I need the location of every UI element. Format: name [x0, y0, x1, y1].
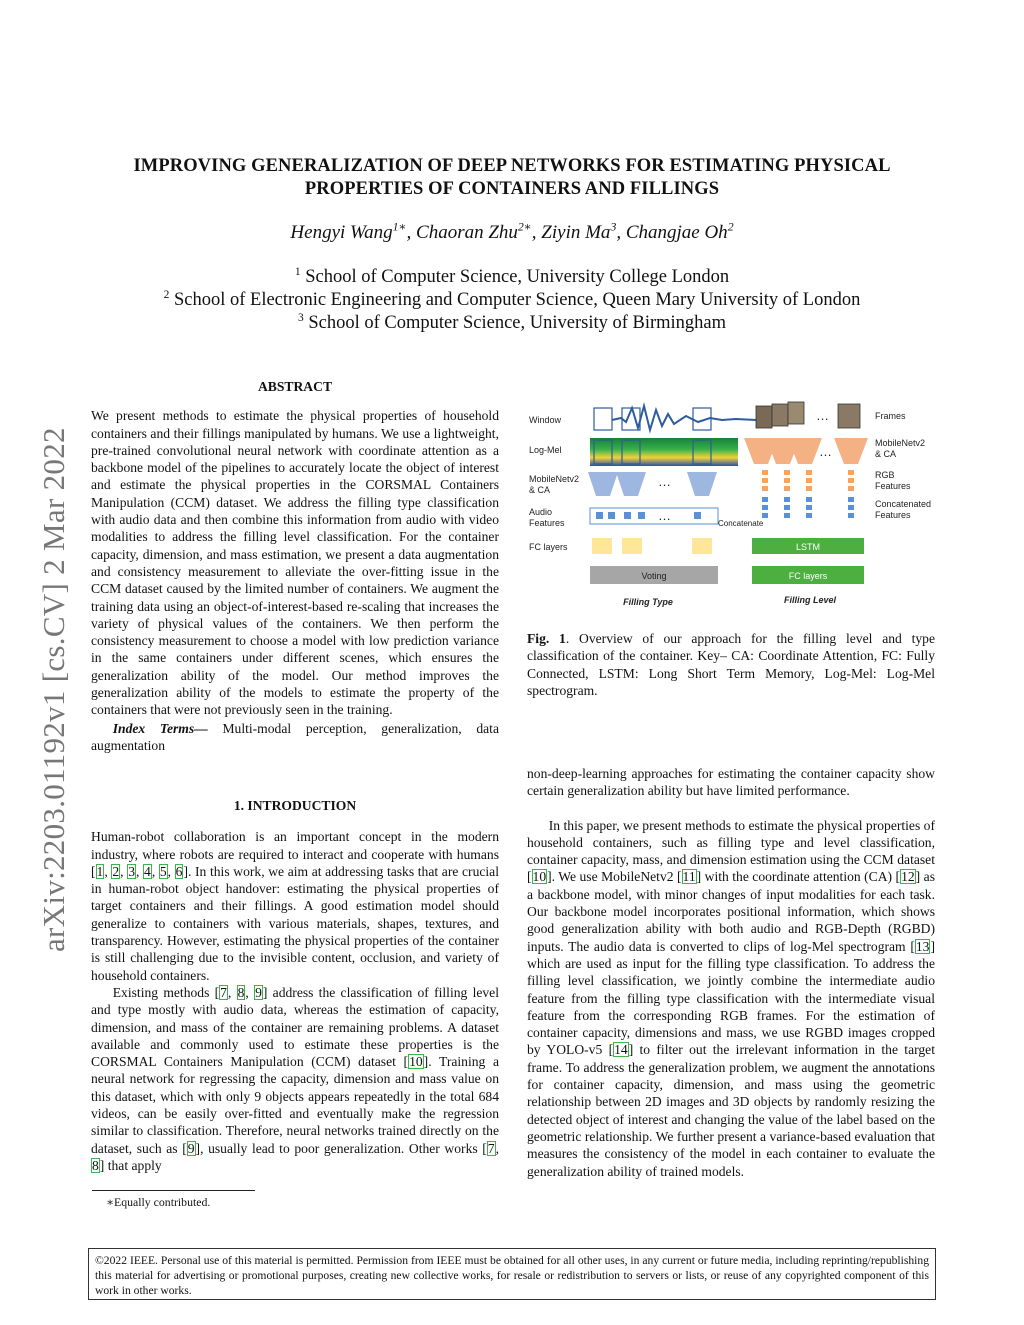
index-terms-text: Multi-modal perception, generalization, data augmentation: [91, 720, 499, 753]
fig-ellipsis: …: [658, 508, 671, 523]
filling-type-label: Filling Type: [623, 597, 673, 607]
index-terms: [91, 720, 499, 755]
introduction-heading: 1. INTRODUCTION: [233, 798, 357, 813]
figure-caption: [527, 630, 935, 699]
intro-paragraph-1: Human-robot collaboration is an important concept in the modern industry, where robots are required to interact and cooperate with humans [1, 2, 3, 4, 5, 6]. In this work, we aim at addressing tasks that are crucial in human-robot object handover: estimating the physical properties of target containers and their fillings. A good estimation model should generalize to containers with various materials, shapes, textures, and transparency. However, estimating the physical properties of the container is still challenging due to the invisible content, occlusion, and variety of household containers.: [91, 829, 499, 983]
fig-label-window: Window: [529, 415, 562, 425]
audio-fc-blocks: [592, 538, 712, 554]
citation-link[interactable]: 8: [237, 984, 245, 1000]
intro-text: . In this work, we aim at addressing tasks that are crucial in human-robot object handover: estimating the physical properties of target containers and their fillings. A good estimation model should generalize to containers with various materials, shapes, textures, and transparency. However, estimating the physical properties of the container is still challenging due to the invisible content, occlusion, and variety of household containers.: [91, 863, 499, 983]
title-line-2: PROPERTIES OF CONTAINERS AND FILLINGS: [304, 179, 720, 199]
intro-text: that apply: [104, 1157, 162, 1173]
intro-text: . Training a neural network for regressing the capacity, dimension and mass value on this dataset, which with only 9 objects appears repeatedly in the total 684 videos, can be easily over-fitted and eventually make the regression similar to classification. Therefore, neural networks trained directly on the dataset, such as: [91, 1054, 499, 1156]
affiliation: [60, 312, 964, 335]
fig-label-logmel: Log-Mel: [529, 445, 562, 455]
right-paragraph-0: non-deep-learning approaches for estimating the container capacity show certain generalization ability but have limited performance.: [527, 766, 935, 799]
intro-text: address the classification of filling level and type mostly with audio data, whereas the estimation of capacity, dimension, and mass of the container are remaining problems. A dataset available and commonly used to estimate these properties is the CORSMAL Containers Manipulation (CCM) dataset: [91, 984, 499, 1070]
affiliation-mark: 2: [163, 288, 170, 301]
body-text: to filter out the irrelevant information in the target frame. To address the generalization problem, we augment the annotations for container capacity, dimension, and mass using the geometric relationship between 2D images and 3D objects by randomly resizing the detected object of interest and changing the value of the label based on the geometric relationship. We further present a variance-based evaluation that measures the consistency of the model in each container to evaluate the generalization ability of trained models.: [527, 1042, 935, 1179]
rgb-feature-stacks: [762, 470, 854, 518]
audio-feature-vectors: [590, 508, 718, 524]
paper-title: [80, 155, 944, 201]
citation-link[interactable]: 13: [915, 938, 930, 954]
rgb-frames: [756, 402, 860, 428]
citation-link[interactable]: 12: [901, 869, 915, 885]
fc-layers-label: FC layers: [788, 571, 828, 581]
citation-link[interactable]: 9: [255, 984, 262, 1000]
affiliation-mark: 1: [294, 265, 301, 278]
audio-backbone-blocks: [588, 472, 717, 496]
affiliation-list: [60, 266, 964, 335]
affiliation: [60, 266, 964, 289]
fig-ellipsis: …: [658, 474, 671, 489]
caption-text: . Overview of our approach for the filling level and type classification of the container. Key– CA: Coordinate Attention, FC: Fully Connected, LSTM: Long Short Term Memory, Log-Mel: Log-Mel spectrogram.: [527, 631, 935, 698]
lstm-label: LSTM: [795, 542, 821, 552]
fig-label-audio-features: Audio Features: [529, 507, 565, 528]
introduction-section: [91, 797, 499, 1174]
author-name: Ziyin Ma: [541, 222, 611, 243]
citation-link[interactable]: 7: [487, 1140, 495, 1156]
visual-backbone-blocks: [744, 438, 868, 464]
abstract-text: We present methods to estimate the physical properties of household containers and their fillings manipulated by humans. We use a lightweight, pre-trained convolutional neural network with coordinate attention as a backbone model of the pipelines to accurately locate the object of interest and estimate the physical properties in the CORSMAL Containers Manipulation (CCM) dataset. We address the filling type classification with audio data and then combine this information from audio with video modalities to address the filling level classification. For the container capacity, dimension, and mass estimation, we present a data augmentation and consistency measurement to alleviate the over-fitting issue in the CCM dataset caused by the limited number of containers. We augment the training data using an object-of-interest-based re-scaling that increases the variety of physical values of the containers. We then perform the consistency measurement to choose a model with low prediction variance in the same containers under different scenes, which ensures the generalization ability of the model. Our method improves the generalization ability of the models to estimate the property of the containers that were not previously seen in the training.: [91, 408, 499, 718]
body-text: as a backbone model, with minor changes of input modalities for each task. Our backbone model incorporates positional information, which shows good generalization ability with both audio and RGB-Depth (RGBD) inputs. The audio data is converted to clips of log-Mel spectrogram: [527, 869, 935, 954]
body-text: In this paper, we present methods to estimate the physical properties of household containers, such as filling type and level classification, container capacity, mass, and dimension estimation using the CCM dataset: [527, 817, 935, 868]
citation-link[interactable]: 5: [159, 863, 167, 879]
index-terms-label: Index Terms—: [112, 720, 208, 736]
author-name: Changjae Oh: [625, 222, 728, 243]
intro-text: Human-robot collaboration is an important concept in the modern industry, where robots are required to interact and cooperate with humans: [91, 829, 499, 862]
author-name: Chaoran Zhu: [416, 222, 518, 243]
footnote-rule: [92, 1190, 255, 1191]
citation-link[interactable]: 10: [532, 869, 547, 885]
title-line-1: IMPROVING GENERALIZATION OF DEEP NETWORKS FOR ESTIMATING PHYSICAL: [133, 156, 891, 176]
affiliation-mark: 3: [297, 311, 304, 324]
author-mark: 3: [610, 220, 617, 234]
citation-link[interactable]: 4: [144, 863, 151, 879]
intro-paragraph-2: Existing methods [7, 8, 9] address the classification of filling level and type mostly with audio data, whereas the estimation of capacity, dimension, and mass of the container are remaining problems. A dataset available and commonly used to estimate these properties is the CORSMAL Containers Manipulation (CCM) dataset [10]. Training a neural network for regressing the capacity, dimension and mass value on this dataset, which with only 9 objects appears repeatedly in the total 684 videos, can be easily over-fitted and eventually make the regression similar to classification. Therefore, neural networks trained directly on the dataset, such as [9], usually lead to poor generalization. Other works [7, 8] that apply: [91, 984, 499, 1173]
affiliation: [60, 289, 964, 312]
caption-label: Fig. 1: [527, 631, 566, 646]
audio-waveform: [594, 406, 756, 430]
author-mark: 2∗: [517, 220, 532, 234]
footnote: ∗Equally contributed.: [106, 1195, 211, 1209]
citation-link[interactable]: 6: [175, 863, 183, 879]
affiliation-text: School of Computer Science, University of Birmingham: [308, 313, 727, 333]
fig-label-fc-layers: FC layers: [529, 542, 568, 552]
copyright-notice: ©2022 IEEE. Personal use of this material is permitted. Permission from IEEE must be obtained for all other uses, in any current or future media, including reprinting/republishing this material for advertising or promotional purposes, creating new collective works, for resale or redistribution to servers or lists, or reuse of any copyrighted component of this work in other works.: [88, 1248, 936, 1300]
citation-link[interactable]: 9: [187, 1140, 195, 1156]
concatenate-label: Concatenate: [718, 519, 764, 528]
body-text: which are used as input for the filling type classification. To address the filling level classification, we jointly combine the intermediate audio feature from the filling type classification with the intermediate visual feature from the corresponding RGB frames. For the estimation of container capacity, dimensions and mass, we use RGBD images cropped by YOLO-v5: [527, 955, 935, 1058]
affiliation-text: School of Electronic Engineering and Computer Science, Queen Mary University of London: [173, 290, 861, 310]
figure-1-diagram: [526, 400, 938, 612]
citation-link[interactable]: 8: [92, 1157, 99, 1173]
arxiv-id: arXiv:2203.01192v1 [cs.CV] 2 Mar 2022: [36, 427, 71, 952]
fig-ellipsis: …: [816, 408, 829, 423]
fig-label-mobilenet: MobileNetv2 & CA: [529, 474, 580, 495]
citation-link[interactable]: 2: [112, 863, 120, 879]
body-text: . We use MobileNetv2: [551, 869, 678, 885]
fig-label-frames: Frames: [875, 411, 906, 421]
abstract-heading: ABSTRACT: [257, 379, 333, 394]
fig-label-rgb-features: RGB Features: [875, 470, 911, 491]
affiliation-text: School of Computer Science, University College London: [305, 267, 730, 287]
intro-text: , usually lead to poor generalization. Other works: [200, 1140, 483, 1156]
author-mark: 1∗: [392, 220, 407, 234]
body-text: with the coordinate attention (CA): [701, 869, 896, 885]
author-name: Hengyi Wang: [290, 222, 393, 243]
author-mark: 2: [727, 220, 734, 234]
intro-text: Existing methods: [112, 984, 215, 1000]
citation-link[interactable]: 1: [96, 863, 104, 879]
citation-link[interactable]: 3: [128, 863, 135, 879]
filling-level-label: Filling Level: [783, 595, 837, 605]
voting-label: Voting: [641, 571, 667, 581]
fig-label-mobilenet-right: MobileNetv2 & CA: [875, 438, 926, 459]
citation-link[interactable]: 14: [614, 1042, 628, 1058]
right-paragraph-1: In this paper, we present methods to estimate the physical properties of household containers, such as filling type and level classification, container capacity, mass, and dimension estimation using the CCM dataset [10]. We use MobileNetv2 [11] with the coordinate attention (CA) [12] as a backbone model, with minor changes of input modalities for each task. Our backbone model incorporates positional information, which shows good generalization ability with both audio and RGB-Depth (RGBD) inputs. The audio data is converted to clips of log-Mel spectrogram [13] which are used as input for the filling type classification. To address the filling level classification, we jointly combine the intermediate audio feature from the filling type classification with the intermediate visual feature from the corresponding RGB frames. For the estimation of container capacity, dimensions and mass, we use RGBD images cropped by YOLO-v5 [14] to filter out the irrelevant information in the target frame. To address the generalization problem, we augment the annotations for container capacity, dimension, and mass using the geometric relationship between 2D images and 3D objects by randomly resizing the detected object of interest and changing the value of the label based on the geometric relationship. We further present a variance-based evaluation that measures the consistency of the model in each container to evaluate the generalization ability of trained models.: [527, 817, 935, 1179]
abstract-section: [91, 378, 499, 754]
right-column-text: [527, 765, 935, 1180]
citation-link[interactable]: 11: [682, 869, 696, 885]
citation-link[interactable]: 7: [220, 984, 227, 1000]
author-list: Hengyi Wang$^{1∗}$, Chaoran Zhu$^{2∗}$, Ziyin Ma$^3$, Changjae Oh$^2$: [290, 220, 734, 243]
citation-link[interactable]: 10: [409, 1054, 423, 1070]
arxiv-stamp: [6, 362, 71, 952]
fig-label-concatenated: Concatenated Features: [875, 499, 932, 520]
fig-ellipsis: …: [819, 444, 832, 459]
